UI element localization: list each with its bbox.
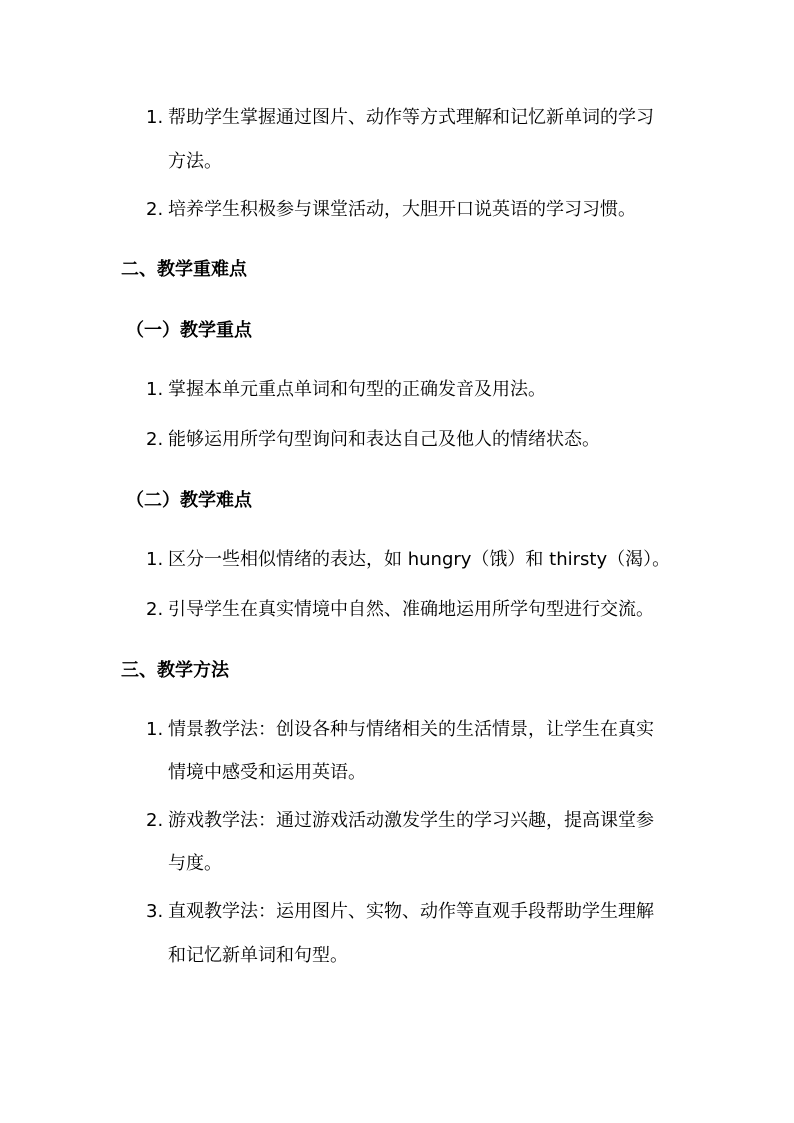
list-item — [146, 798, 706, 844]
list-number: 2. — [146, 199, 164, 220]
list-number: 1. — [146, 107, 164, 128]
list-item — [146, 417, 706, 463]
list-text: 帮助学生掌握通过图片、动作等方式理解和记忆新单词的学习 — [168, 107, 654, 128]
list-number: 1. — [146, 379, 164, 400]
list-text: 能够运用所学句型询问和表达自己及他人的情绪状态。 — [168, 429, 600, 450]
list-item — [146, 707, 706, 753]
list-item — [146, 587, 706, 633]
list-item — [146, 187, 706, 233]
list-text: 游戏教学法：通过游戏活动激发学生的学习兴趣，提高课堂参 — [168, 810, 654, 831]
list-text: 直观教学法：运用图片、实物、动作等直观手段帮助学生理解 — [168, 901, 654, 922]
list-number: 2. — [146, 599, 164, 620]
list-text-continuation: 方法。 — [168, 151, 222, 172]
section-heading: 三、教学方法 — [121, 660, 229, 681]
list-number: 2. — [146, 810, 164, 831]
list-number: 3. — [146, 901, 164, 922]
list-text-continuation: 和记忆新单词和句型。 — [168, 945, 348, 966]
list-number: 1. — [146, 549, 164, 570]
list-text-continuation: 情境中感受和运用英语。 — [168, 762, 366, 783]
subsection-heading: （一）教学重点 — [126, 320, 252, 341]
list-text: 掌握本单元重点单词和句型的正确发音及用法。 — [168, 379, 546, 400]
list-text: 情景教学法：创设各种与情绪相关的生活情景，让学生在真实 — [168, 719, 654, 740]
subsection-heading: （二）教学难点 — [126, 490, 252, 511]
list-text-continuation: 与度。 — [168, 853, 222, 874]
list-text: 培养学生积极参与课堂活动，大胆开口说英语的学习习惯。 — [168, 199, 636, 220]
list-text: 引导学生在真实情境中自然、准确地运用所学句型进行交流。 — [168, 599, 654, 620]
list-number: 1. — [146, 719, 164, 740]
list-item — [146, 537, 706, 583]
list-item — [146, 889, 706, 935]
section-heading: 二、教学重难点 — [121, 259, 247, 280]
list-item — [146, 367, 706, 413]
list-item — [146, 95, 706, 141]
list-number: 2. — [146, 429, 164, 450]
list-text: 区分一些相似情绪的表达，如 hungry（饿）和 thirsty（渴）。 — [168, 549, 671, 570]
